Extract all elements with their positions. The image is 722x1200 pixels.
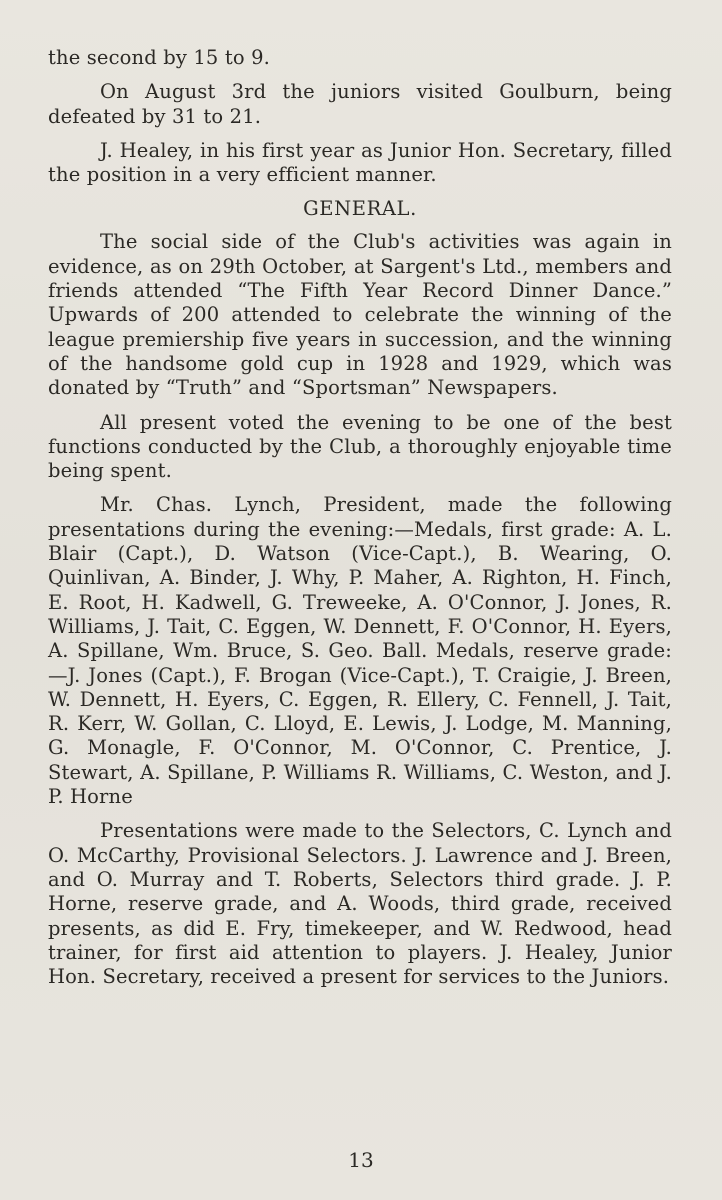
paragraph-junior-secretary: J. Healey, in his first year as Junior Hon. Secretary, filled the position in a very efficient manner. <box>48 138 672 187</box>
paragraph-goulburn-match: On August 3rd the juniors visited Goulburn, being defeated by 31 to 21. <box>48 80 672 128</box>
paragraph-selector-presentations: Presentations were made to the Selectors, C. Lynch and O. McCarthy, Provisional Selectors. J. Lawrence and J. Breen, and O. Murray and T. Roberts, Selectors third grade. J. P. Horne, reserve grade, and A. Woods, third grade, received presents, as did E. Fry, timekeeper, and W. Redwood, head trainer, for first aid attention to players. J. Healey, Junior Hon. Secretary, received a present for services to the Juniors. <box>48 819 672 989</box>
paragraph-medal-presentations: Mr. Chas. Lynch, President, made the following presentations during the evening:—Medals, first grade: A. L. Blair (Capt.), D. Watson (Vice-Capt.), B. Wearing, O. Quinlivan, A. Binder, J. Why, P. Maher, A. Righton, H. Finch, E. Root, H. Kadwell, G. Treweeke, A. O'Connor, J. Jones, R. Williams, J. Tait, C. Eggen, W. Dennett, F. O'Connor, H. Eyers, A. Spillane, Wm. Bruce, S. Geo. Ball. Medals, reserve grade:—J. Jones (Capt.), F. Brogan (Vice-Capt.), T. Craigie, J. Breen, W. Dennett, H. Eyers, C. Eggen, R. Ellery, C. Fennell, J. Tait, R. Kerr, W. Gollan, C. Lloyd, E. Lewis, J. Lodge, M. Manning, G. Monagle, F. O'Connor, M. O'Connor, C. Prentice, J. Stewart, A. Spillane, P. Williams R. Williams, C. Weston, and J. P. Horne <box>48 493 672 809</box>
section-heading-general: GENERAL. <box>303 197 417 221</box>
page-body <box>48 46 672 989</box>
paragraph-evening: All present voted the evening to be one of the best functions conducted by the Club, a thoroughly enjoyable time being spent. <box>48 410 672 483</box>
paragraph-continued: the second by 15 to 9. <box>48 46 270 69</box>
paragraph-social-side: The social side of the Club's activities was again in evidence, as on 29th October, at Sargent's Ltd., members and friends attended “The Fifth Year Record Dinner Dance.” Upwards of 200 attended to celebrate the winning of the league premiership five years in succession, and the winning of the handsome gold cup in 1928 and 1929, which was donated by “Truth” and “Sportsman” Newspapers. <box>48 230 672 400</box>
page-number: 13 <box>348 1148 374 1172</box>
